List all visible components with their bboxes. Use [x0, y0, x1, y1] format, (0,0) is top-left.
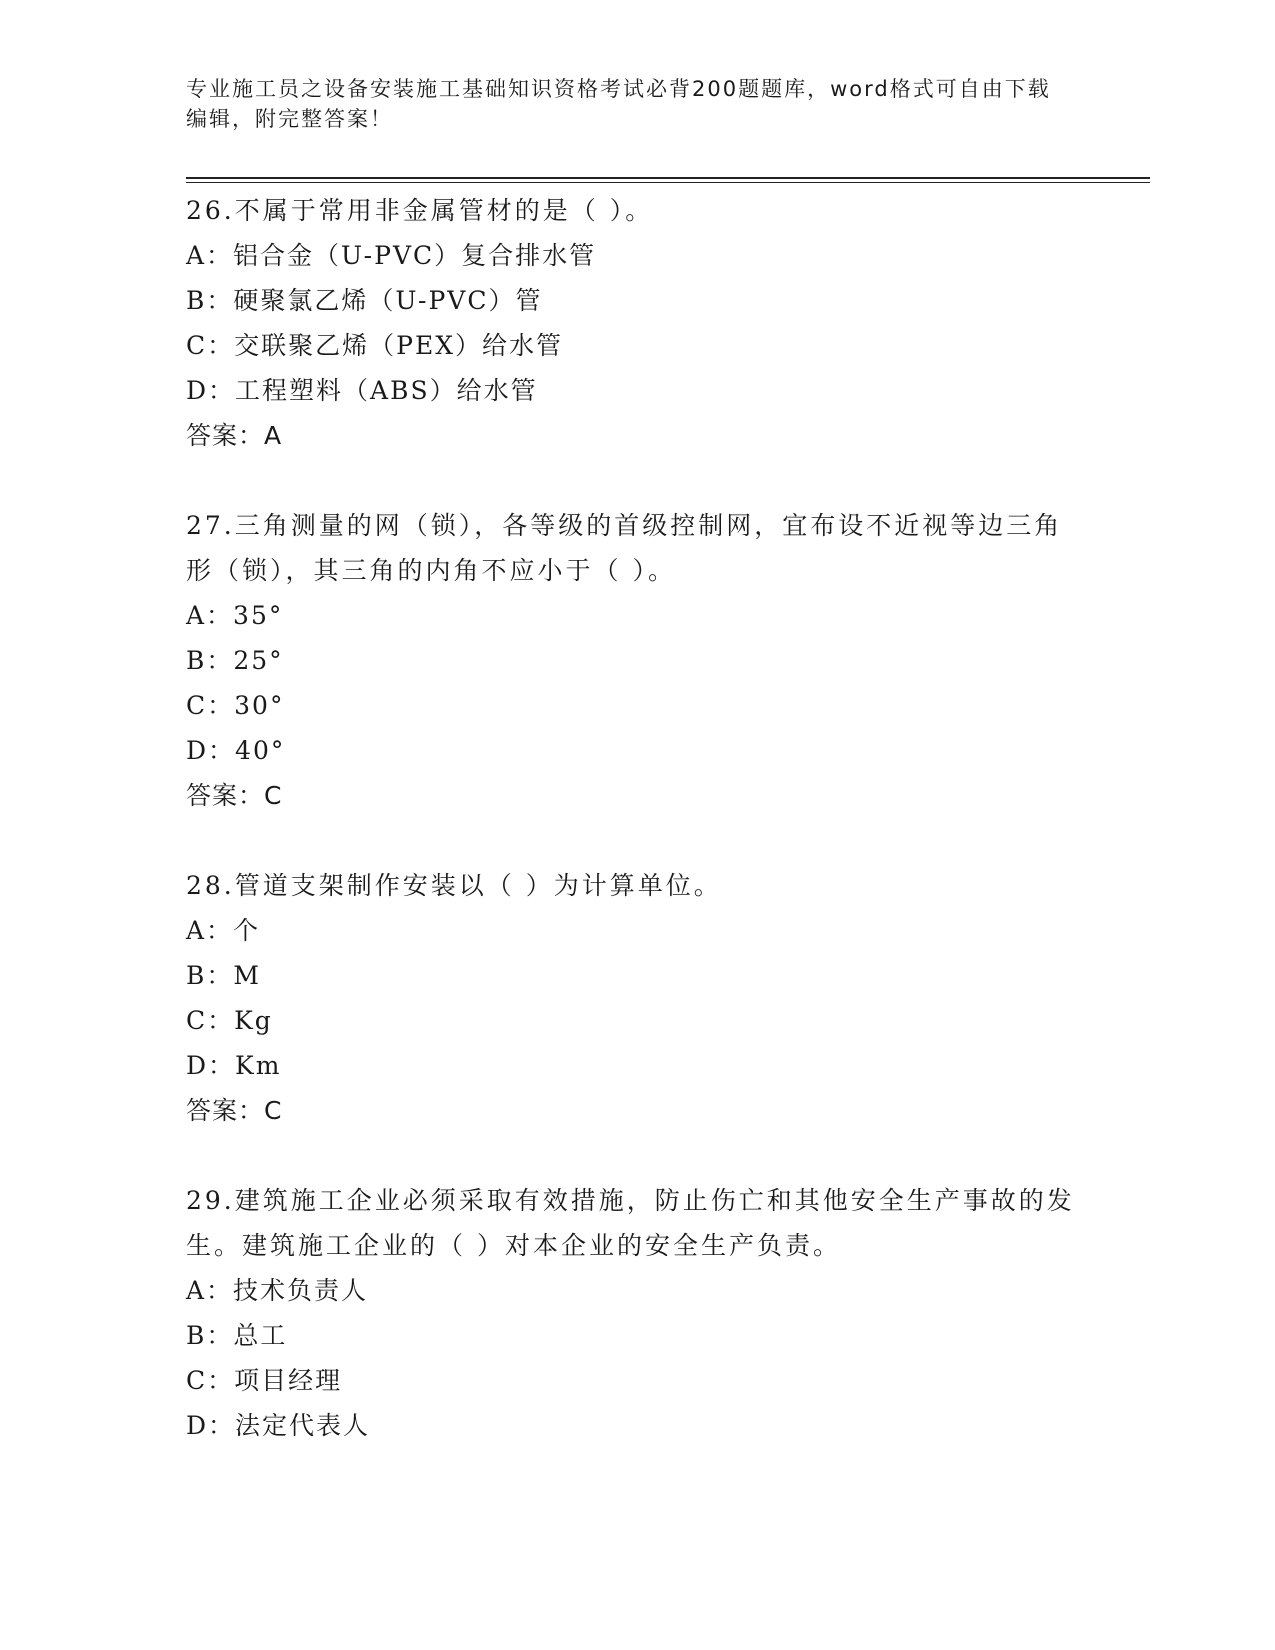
header-rule-thin: [186, 182, 1150, 183]
option-c: C：项目经理: [186, 1366, 343, 1395]
option-b: B：M: [186, 961, 261, 990]
option-d: D：工程塑料（ABS）给水管: [186, 376, 538, 405]
option-a: A：35°: [186, 601, 284, 630]
answer: 答案：C: [186, 781, 283, 810]
answer: 答案：C: [186, 1096, 283, 1125]
option-c: C：30°: [186, 691, 285, 720]
option-a: A：个: [186, 916, 261, 945]
question-text: 26.不属于常用非金属管材的是（ ）。: [186, 196, 654, 225]
question-text: 28.管道支架制作安装以（ ）为计算单位。: [186, 871, 722, 900]
question-text: 27.三角测量的网（锁），各等级的首级控制网，宜布设不近视等边三角形（锁），其三角的内角不应小于（ ）。: [186, 511, 1063, 585]
question-26: [186, 188, 1086, 458]
option-c: C：交联聚乙烯（PEX）给水管: [186, 331, 563, 360]
option-b: B：25°: [186, 646, 284, 675]
question-list: [186, 188, 1086, 1493]
option-d: D：法定代表人: [186, 1411, 371, 1440]
answer: 答案：A: [186, 421, 283, 450]
question-27: [186, 503, 1086, 818]
option-a: A：技术负责人: [186, 1276, 369, 1305]
header-rule-thick: [186, 177, 1150, 179]
option-c: C：Kg: [186, 1006, 273, 1035]
question-text: 29.建筑施工企业必须采取有效措施，防止伤亡和其他安全生产事故的发生。建筑施工企业的（ ）对本企业的安全生产负责。: [186, 1186, 1075, 1260]
question-29: [186, 1178, 1086, 1448]
option-b: B：硬聚氯乙烯（U-PVC）管: [186, 286, 543, 315]
option-d: D：40°: [186, 736, 286, 765]
option-d: D：Km: [186, 1051, 282, 1080]
option-a: A：铝合金（U-PVC）复合排水管: [186, 241, 597, 270]
document-header: 专业施工员之设备安装施工基础知识资格考试必背200题题库，word格式可自由下载编辑，附完整答案！: [186, 77, 1051, 131]
question-28: [186, 863, 1086, 1133]
option-b: B：总工: [186, 1321, 288, 1350]
